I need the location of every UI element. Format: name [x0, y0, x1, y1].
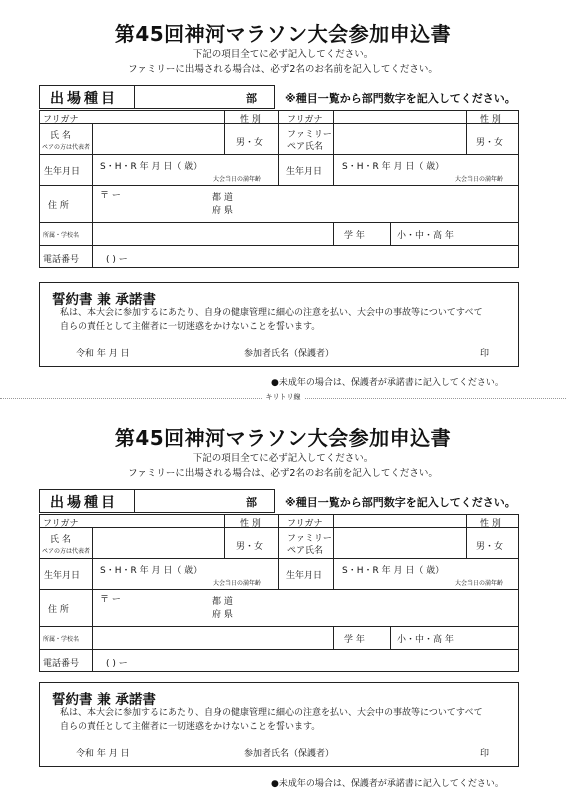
pair-name-label-2: ペア氏名 — [287, 142, 324, 152]
pair-name-label-1: ファミリー — [287, 534, 332, 544]
pair-gender-header: 性 別 — [480, 519, 501, 529]
name-input[interactable] — [94, 529, 222, 557]
instruction-line-2: ファミリーに出場される場合は、必ず2名のお名前を記入してください。 — [128, 468, 438, 479]
affiliation-input[interactable] — [94, 628, 331, 647]
phone-format[interactable]: ( ) ー — [106, 659, 128, 669]
affiliation-label: 所属・学校名 — [43, 636, 80, 643]
seal-mark: 印 — [480, 349, 490, 359]
vow-signature-input[interactable] — [350, 742, 470, 758]
vow-signer-label: 参加者氏名（保護者） — [244, 749, 335, 759]
pair-dob-label: 生年月日 — [286, 571, 323, 581]
vow-signature-input[interactable] — [350, 342, 470, 358]
pair-gender-header: 性 別 — [480, 115, 501, 125]
dob-label: 生年月日 — [44, 167, 81, 177]
cut-line-label: キリトリ線 — [0, 392, 566, 402]
phone-format[interactable]: ( ) ー — [106, 255, 128, 265]
instruction-line-2: ファミリーに出場される場合は、必ず2名のお名前を記入してください。 — [128, 64, 438, 75]
vow-signer-label: 参加者氏名（保護者） — [244, 349, 335, 359]
vow-date[interactable]: 令和 年 月 日 — [76, 349, 130, 359]
event-note: ※種目一覧から部門数字を記入してください。 — [285, 496, 516, 509]
furigana-label: フリガナ — [43, 115, 79, 125]
dob-format[interactable]: S・H・R 年 月 日（ 歳） — [100, 566, 203, 576]
vow-title: 誓約書 兼 承諾書 — [52, 292, 156, 308]
address-label: 住 所 — [48, 605, 69, 615]
vow-text-1: 私は、本大会に参加するにあたり、自身の健康管理に細心の注意を払い、大会中の事故等についてすべて — [60, 308, 483, 318]
seal-mark: 印 — [480, 749, 490, 759]
gender-header: 性 別 — [240, 115, 261, 125]
vow-title: 誓約書 兼 承諾書 — [52, 692, 156, 708]
name-sublabel: ペアの方は代表者 — [42, 144, 91, 151]
event-label: 出場種目 — [50, 91, 118, 107]
name-input[interactable] — [94, 125, 222, 153]
postal-code[interactable]: 〒 ー — [100, 595, 121, 605]
prefecture-label-2: 府 県 — [212, 610, 233, 620]
vow-text-1: 私は、本大会に参加するにあたり、自身の健康管理に細心の注意を払い、大会中の事故等についてすべて — [60, 708, 483, 718]
vow-text-2: 自らの責任として主催者に一切迷惑をかけないことを誓います。 — [60, 322, 321, 332]
phone-label: 電話番号 — [43, 255, 80, 265]
name-sublabel: ペアの方は代表者 — [42, 548, 91, 555]
gender-options[interactable]: 男・女 — [236, 542, 264, 552]
vow-text-2: 自らの責任として主催者に一切迷惑をかけないことを誓います。 — [60, 722, 321, 732]
age-note: 大会当日の満年齢 — [213, 176, 262, 183]
pair-gender-options[interactable]: 男・女 — [476, 542, 504, 552]
dob-label: 生年月日 — [44, 571, 81, 581]
event-note: ※種目一覧から部門数字を記入してください。 — [285, 92, 516, 105]
gender-options[interactable]: 男・女 — [236, 138, 264, 148]
age-note: 大会当日の満年齢 — [213, 580, 262, 587]
event-label: 出場種目 — [50, 495, 118, 511]
postal-code[interactable]: 〒 ー — [100, 191, 121, 201]
pair-dob-format[interactable]: S・H・R 年 月 日（ 歳） — [342, 566, 445, 576]
event-input[interactable] — [136, 87, 236, 107]
pair-furigana-label: フリガナ — [287, 519, 323, 529]
grade-format[interactable]: 小・中・高 年 — [397, 231, 454, 241]
name-label: 氏 名 — [50, 131, 71, 141]
event-input[interactable] — [136, 491, 236, 511]
grade-label: 学 年 — [344, 231, 365, 241]
prefecture-label-2: 府 県 — [212, 206, 233, 216]
pair-name-label-1: ファミリー — [287, 130, 332, 140]
event-unit: 部 — [246, 92, 257, 105]
affiliation-input[interactable] — [94, 224, 331, 243]
pair-furigana-label: フリガナ — [287, 115, 323, 125]
pair-name-label-2: ペア氏名 — [287, 546, 324, 556]
prefecture-label: 都 道 — [212, 597, 233, 607]
pair-age-note: 大会当日の満年齢 — [455, 176, 504, 183]
name-label: 氏 名 — [50, 535, 71, 545]
vow-date[interactable]: 令和 年 月 日 — [76, 749, 130, 759]
form-title: 第45回神河マラソン大会参加申込書 — [114, 426, 452, 450]
affiliation-label: 所属・学校名 — [43, 232, 80, 239]
phone-label: 電話番号 — [43, 659, 80, 669]
pair-dob-format[interactable]: S・H・R 年 月 日（ 歳） — [342, 162, 445, 172]
address-label: 住 所 — [48, 201, 69, 211]
dob-format[interactable]: S・H・R 年 月 日（ 歳） — [100, 162, 203, 172]
minor-footnote: ●未成年の場合は、保護者が承諾書に記入してください。 — [271, 779, 504, 789]
prefecture-label: 都 道 — [212, 193, 233, 203]
pair-dob-label: 生年月日 — [286, 167, 323, 177]
pair-gender-options[interactable]: 男・女 — [476, 138, 504, 148]
event-unit: 部 — [246, 496, 257, 509]
instruction-line-1: 下記の項目全てに必ず記入してください。 — [192, 49, 374, 60]
grade-label: 学 年 — [344, 635, 365, 645]
pair-age-note: 大会当日の満年齢 — [455, 580, 504, 587]
gender-header: 性 別 — [240, 519, 261, 529]
grade-format[interactable]: 小・中・高 年 — [397, 635, 454, 645]
instruction-line-1: 下記の項目全てに必ず記入してください。 — [192, 453, 374, 464]
furigana-label: フリガナ — [43, 519, 79, 529]
minor-footnote: ●未成年の場合は、保護者が承諾書に記入してください。 — [271, 378, 504, 388]
form-title: 第45回神河マラソン大会参加申込書 — [114, 22, 452, 46]
